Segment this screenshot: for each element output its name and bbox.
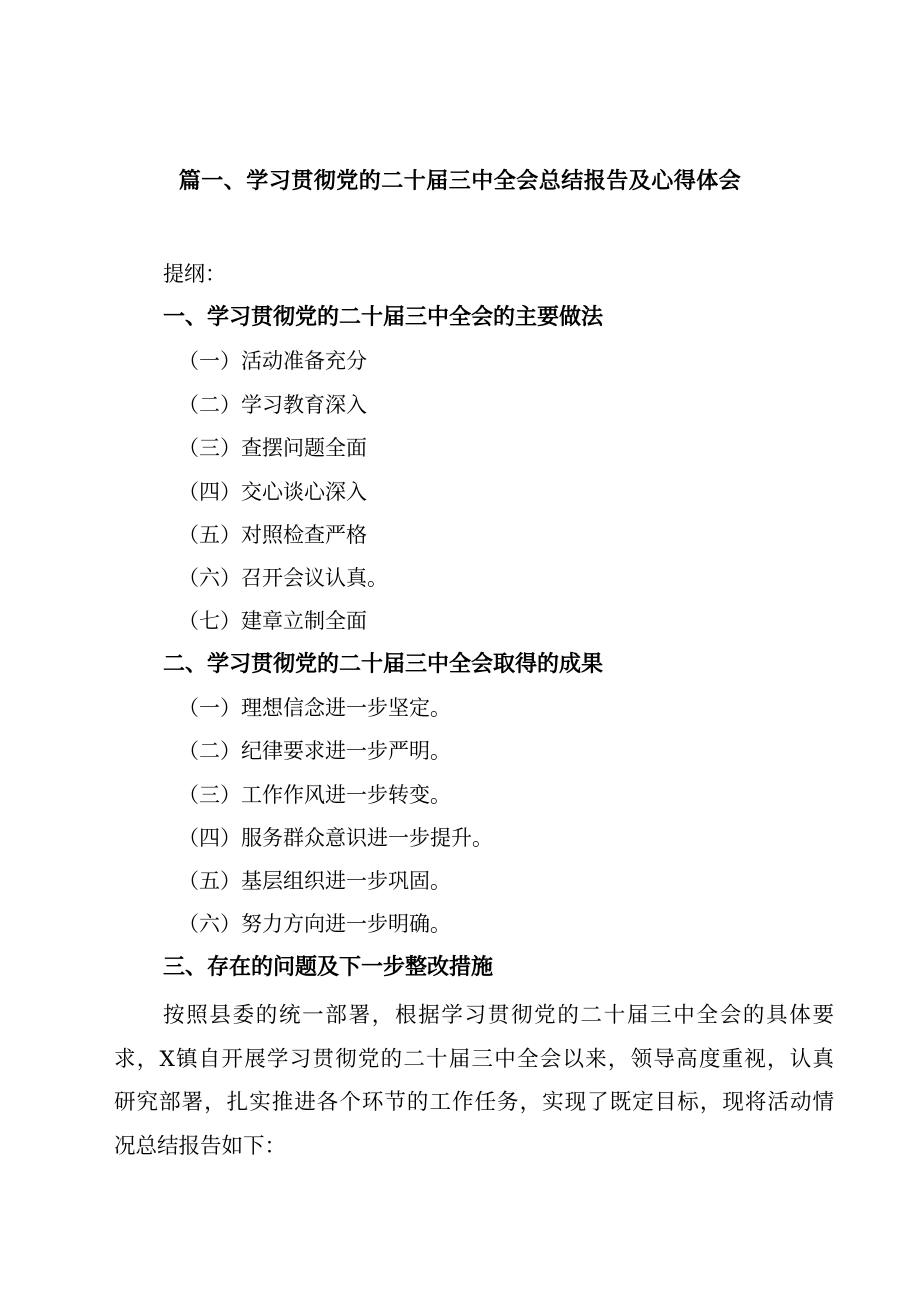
section-2-item-3: （三）工作作风进一步转变。 <box>178 783 451 807</box>
section-2-item-1: （一）理想信念进一步坚定。 <box>178 696 451 720</box>
section-1-item-6: （六）召开会议认真。 <box>178 566 388 590</box>
paragraph-line-4: 况总结报告如下： <box>114 1133 287 1159</box>
section-heading-3: 三、存在的问题及下一步整改措施 <box>163 955 494 980</box>
section-heading-1: 一、学习贯彻党的二十届三中全会的主要做法 <box>163 305 604 330</box>
section-heading-2: 二、学习贯彻党的二十届三中全会取得的成果 <box>163 652 604 677</box>
outline-label: 提纲： <box>163 262 226 286</box>
section-1-item-7: （七）建章立制全面 <box>178 609 367 633</box>
section-1-item-4: （四）交心谈心深入 <box>178 480 367 504</box>
section-1-item-1: （一）活动准备充分 <box>178 349 367 373</box>
section-2-item-5: （五）基层组织进一步巩固。 <box>178 869 451 893</box>
section-2-item-4: （四）服务群众意识进一步提升。 <box>178 826 493 850</box>
paragraph-line-3: 研究部署，扎实推进各个环节的工作任务，实现了既定目标，现将活动情 <box>114 1090 834 1115</box>
section-1-item-5: （五）对照检查严格 <box>178 523 367 547</box>
paragraph-line-1: 按照县委的统一部署，根据学习贯彻党的二十届三中全会的具体要 <box>163 1003 834 1028</box>
section-2-item-2: （二）纪律要求进一步严明。 <box>178 739 451 763</box>
paragraph-line-2: 求，X镇自开展学习贯彻党的二十届三中全会以来，领导高度重视，认真 <box>114 1046 834 1072</box>
document-title: 篇一、学习贯彻党的二十届三中全会总结报告及心得体会 <box>178 169 742 194</box>
section-1-item-3: （三）查摆问题全面 <box>178 436 367 460</box>
section-1-item-2: （二）学习教育深入 <box>178 393 367 417</box>
section-2-item-6: （六）努力方向进一步明确。 <box>178 912 451 936</box>
body-paragraph <box>114 994 834 1168</box>
